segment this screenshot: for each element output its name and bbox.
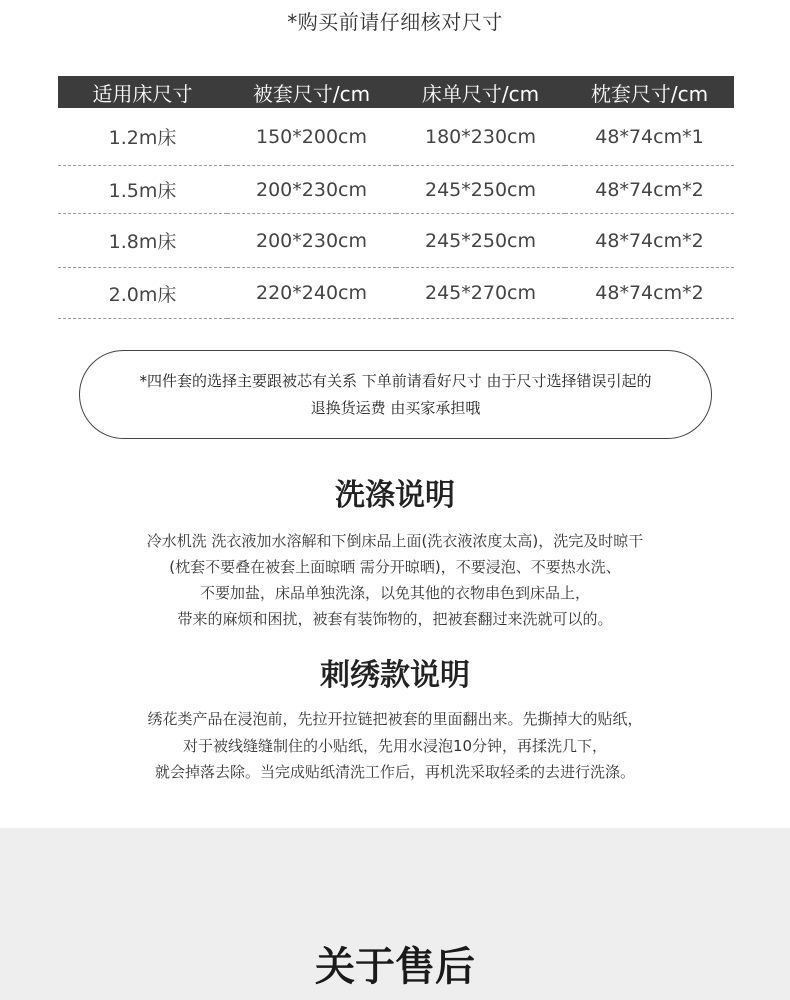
cell-bed-size: 1.8m床 xyxy=(58,214,227,268)
paragraph-line: 对于被线缝缝制住的小贴纸，先用水浸泡10分钟，再揉洗几下， xyxy=(182,736,608,755)
size-table xyxy=(58,76,734,319)
table-row xyxy=(58,108,734,166)
table-row xyxy=(58,214,734,268)
cell-sheet-size: 180*230cm xyxy=(396,108,565,166)
size-check-note: *购买前请仔细核对尺寸 xyxy=(287,10,503,34)
cell-pillowcase-size: 48*74cm*1 xyxy=(565,108,734,166)
cell-sheet-size: 245*250cm xyxy=(396,166,565,214)
header-sheet-size: 床单尺寸/cm xyxy=(396,76,565,108)
paragraph-line: 冷水机洗 洗衣液加水溶解和下倒床品上面(洗衣液浓度太高)，洗完及时晾干 xyxy=(146,532,644,550)
embroidery-instructions-text xyxy=(0,706,790,786)
header-bed-size: 适用床尺寸 xyxy=(58,76,227,108)
cell-duvet-size: 200*230cm xyxy=(227,166,396,214)
cell-sheet-size: 245*270cm xyxy=(396,268,565,319)
paragraph-line: 不要加盐，床品单独洗涤，以免其他的衣物串色到床品上， xyxy=(199,584,590,602)
after-sale-title: 关于售后 xyxy=(315,944,475,990)
paragraph-line: 绣花类产品在浸泡前，先拉开拉链把被套的里面翻出来。先撕掉大的贴纸， xyxy=(147,710,643,728)
table-row xyxy=(58,268,734,319)
table-row xyxy=(58,166,734,214)
cell-pillowcase-size: 48*74cm*2 xyxy=(565,166,734,214)
cell-duvet-size: 200*230cm xyxy=(227,214,396,268)
paragraph-line: 带来的麻烦和困扰，被套有装饰物的，把被套翻过来洗就可以的。 xyxy=(177,610,613,628)
cell-bed-size: 2.0m床 xyxy=(58,268,227,319)
cell-pillowcase-size: 48*74cm*2 xyxy=(565,268,734,319)
header-pillowcase-size: 枕套尺寸/cm xyxy=(565,76,734,108)
notice-line: 退换货运费 由买家承担哦 xyxy=(310,398,481,417)
washing-instructions-title: 洗涤说明 xyxy=(335,478,455,513)
paragraph-line: 就会掉落去除。当完成贴纸清洗工作后，再机洗采取轻柔的去进行洗涤。 xyxy=(154,763,635,781)
cell-duvet-size: 150*200cm xyxy=(227,108,396,166)
header-duvet-size: 被套尺寸/cm xyxy=(227,76,396,108)
cell-bed-size: 1.5m床 xyxy=(58,166,227,214)
paragraph-line: (枕套不要叠在被套上面晾晒 需分开晾晒)，不要浸泡、不要热水洗、 xyxy=(169,558,621,576)
notice-line: *四件套的选择主要跟被芯有关系 下单前请看好尺寸 由于尺寸选择错误引起的 xyxy=(139,371,652,390)
table-header-row xyxy=(58,76,734,108)
cell-bed-size: 1.2m床 xyxy=(58,108,227,166)
size-notice-box xyxy=(79,350,712,439)
cell-duvet-size: 220*240cm xyxy=(227,268,396,319)
cell-sheet-size: 245*250cm xyxy=(396,214,565,268)
washing-instructions-text xyxy=(0,528,790,632)
cell-pillowcase-size: 48*74cm*2 xyxy=(565,214,734,268)
embroidery-instructions-title: 刺绣款说明 xyxy=(320,658,470,693)
